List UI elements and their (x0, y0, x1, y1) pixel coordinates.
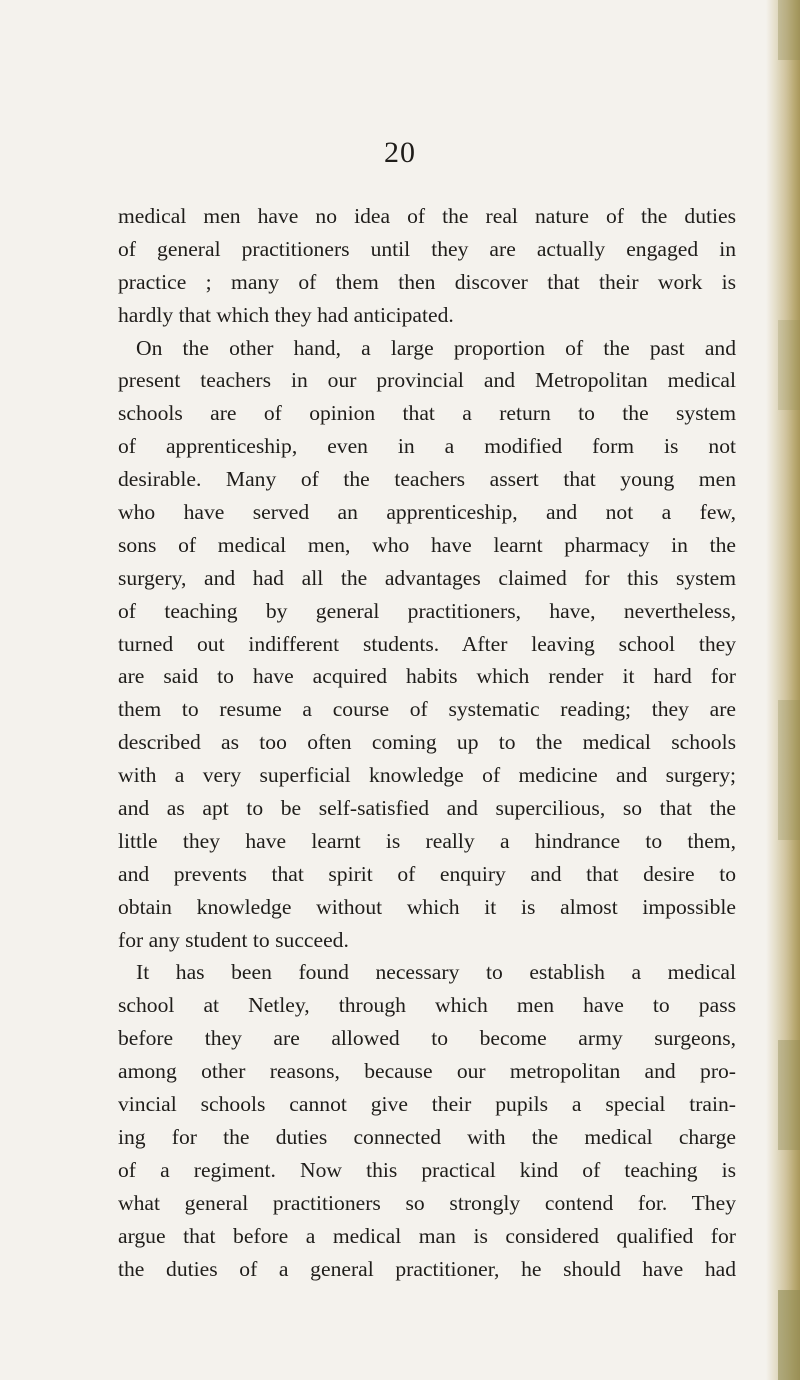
text-line: little they have learnt is really a hindrance to them, (118, 828, 736, 853)
text-line: school at Netley, through which men have to pass (118, 993, 736, 1018)
text-line: practice ; many of them then discover that their work is (118, 269, 736, 294)
text-line: argue that before a medical man is considered qualified for (118, 1223, 736, 1248)
text-line: and as apt to be self-satisfied and supercilious, so that the (118, 796, 736, 821)
text-line: of apprenticeship, even in a modified form is not (118, 434, 736, 459)
text-line: medical men have no idea of the real nature of the duties (118, 204, 736, 228)
text-line: for any student to succeed. (118, 927, 349, 952)
body-text (118, 200, 736, 1285)
edge-stain-mark (778, 1040, 800, 1150)
text-line: obtain knowledge without which it is almost impossible (118, 894, 736, 919)
edge-stain-mark (778, 1290, 800, 1380)
text-line: among other reasons, because our metropolitan and pro- (118, 1059, 736, 1084)
page-number: 20 (384, 136, 416, 169)
text-line: are said to have acquired habits which render it hard for (118, 664, 736, 689)
text-line: of a regiment. Now this practical kind of teaching is (118, 1157, 736, 1182)
text-line: surgery, and had all the advantages claimed for this system (118, 565, 736, 590)
text-line: schools are of opinion that a return to the system (118, 401, 736, 426)
text-line: what general practitioners so strongly contend for. They (118, 1190, 736, 1215)
text-line: turned out indifferent students. After leaving school they (118, 631, 736, 656)
edge-stain-mark (778, 700, 800, 840)
text-line: before they are allowed to become army surgeons, (118, 1026, 736, 1051)
text-line: ing for the duties connected with the medical charge (118, 1124, 736, 1149)
edge-stain-mark (778, 320, 800, 410)
text-line: desirable. Many of the teachers assert that young men (118, 467, 736, 492)
text-line: described as too often coming up to the medical schools (118, 730, 736, 755)
text-line: sons of medical men, who have learnt pharmacy in the (118, 532, 736, 557)
text-line: present teachers in our provincial and Metropolitan medical (118, 368, 736, 393)
text-line: of teaching by general practitioners, have, nevertheless, (118, 598, 736, 623)
text-line: of general practitioners until they are actually engaged in (118, 236, 736, 261)
text-line: who have served an apprenticeship, and not a few, (118, 500, 736, 525)
text-line: them to resume a course of systematic reading; they are (118, 697, 736, 722)
text-line: vincial schools cannot give their pupils a special train- (118, 1092, 736, 1117)
text-line: On the other hand, a large proportion of the past and (136, 335, 736, 360)
text-line: hardly that which they had anticipated. (118, 302, 454, 327)
text-line: with a very superficial knowledge of medicine and surgery; (118, 763, 736, 788)
edge-stain-mark (778, 0, 800, 60)
page-edge-binding (766, 0, 800, 1380)
text-line: and prevents that spirit of enquiry and that desire to (118, 861, 736, 886)
text-line: the duties of a general practitioner, he should have had (118, 1256, 736, 1281)
text-line: It has been found necessary to establish a medical (136, 960, 736, 985)
